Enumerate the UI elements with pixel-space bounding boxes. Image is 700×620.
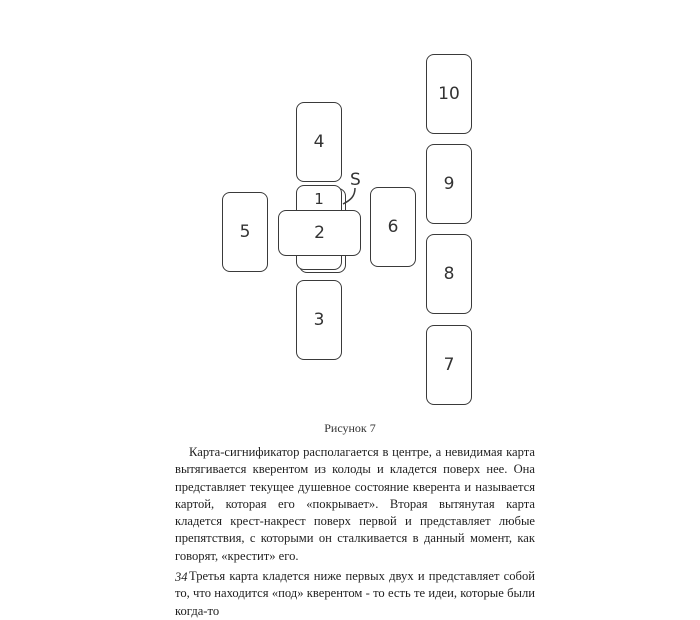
card-2: [278, 210, 361, 256]
card-9-label: 9: [443, 173, 455, 194]
card-4: [296, 102, 342, 182]
figure-caption: Рисунок 7: [324, 421, 376, 435]
card-7-label: 7: [443, 354, 455, 375]
card-1-label: 1: [314, 190, 324, 208]
card-8: [426, 234, 472, 314]
card-3: [296, 280, 342, 360]
card-4-label: 4: [313, 131, 325, 152]
card-6-label: 6: [387, 216, 399, 237]
card-6: [370, 187, 416, 267]
card-5-label: 5: [239, 221, 251, 242]
card-9: [426, 144, 472, 224]
card-10-label: 10: [438, 83, 460, 104]
paragraph: Третья карта кладется ниже первых двух и представляет собой то, что находится «под» кверентом - то есть те идеи, которые были когда-то: [175, 569, 535, 618]
card-3-label: 3: [313, 309, 325, 330]
card-10: [426, 54, 472, 134]
card-5: [222, 192, 268, 272]
body-text: [175, 444, 535, 620]
card-7: [426, 325, 472, 405]
card-8-label: 8: [443, 263, 455, 284]
card-2-label: 2: [314, 222, 325, 243]
page-number: 34: [175, 570, 188, 584]
significator-label: S: [350, 170, 361, 190]
paragraph: Карта-сигнификатор располагается в центре, а невидимая карта вытягивается кверентом из колоды и кладется поверх нее. Она представляет текущее душевное состояние кверента и называется картой, которая его «покрывает». Вторая вытянутая карта кладется крест-накрест поверх первой и представляет любые препятствия, с которыми он сталкивается в данный момент, как говорят, «крестит» его.: [175, 445, 535, 563]
